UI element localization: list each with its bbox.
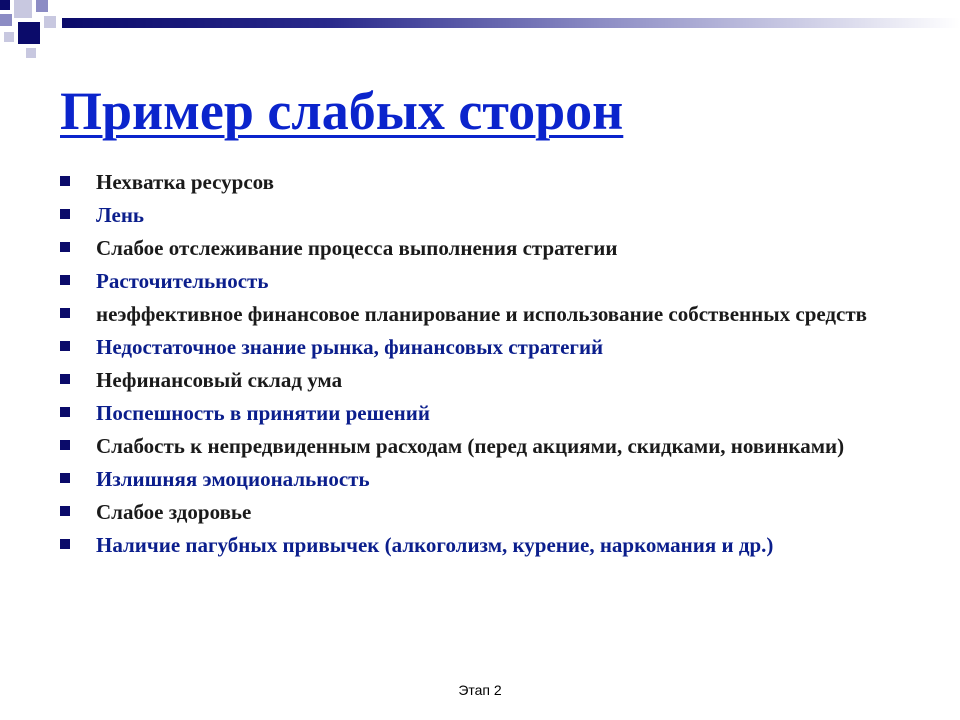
square-bullet-icon <box>60 473 70 483</box>
square-bullet-icon <box>60 506 70 516</box>
list-item-text: Лень <box>96 203 145 227</box>
list-item <box>58 498 918 526</box>
list-item <box>58 432 918 460</box>
corner-squares-decoration <box>0 0 80 60</box>
square-bullet-icon <box>60 341 70 351</box>
list-item <box>58 168 918 196</box>
square-bullet-icon <box>60 308 70 318</box>
list-item-text: Поспешность в принятии решений <box>96 401 430 425</box>
list-item-text: Слабое здоровье <box>96 500 252 524</box>
square-bullet-icon <box>60 242 70 252</box>
list-item <box>58 234 918 262</box>
slide-title: Пример слабых сторон <box>60 81 624 141</box>
square-bullet-icon <box>60 209 70 219</box>
list-item <box>58 201 918 229</box>
square-bullet-icon <box>60 374 70 384</box>
list-item-text: Наличие пагубных привычек (алкоголизм, курение, наркомания и др.) <box>96 533 774 557</box>
list-item <box>58 333 918 361</box>
square-bullet-icon <box>60 176 70 186</box>
list-item-text: неэффективное финансовое планирование и использование собственных средств <box>96 302 868 326</box>
list-item <box>58 366 918 394</box>
list-item <box>58 399 918 427</box>
square-bullet-icon <box>60 440 70 450</box>
list-item-text: Недостаточное знание рынка, финансовых стратегий <box>96 335 604 359</box>
list-item-text: Нехватка ресурсов <box>96 170 274 194</box>
square-bullet-icon <box>60 407 70 417</box>
square-bullet-icon <box>60 275 70 285</box>
list-item-text: Нефинансовый склад ума <box>96 368 343 392</box>
list-item <box>58 300 918 328</box>
bullet-list <box>58 168 918 564</box>
list-item <box>58 465 918 493</box>
square-bullet-icon <box>60 539 70 549</box>
list-item <box>58 267 918 295</box>
list-item-text: Слабое отслеживание процесса выполнения стратегии <box>96 236 618 260</box>
list-item-text: Излишняя эмоциональность <box>96 467 370 491</box>
list-item-text: Расточительность <box>96 269 269 293</box>
slide-footer: Этап 2 <box>458 682 502 698</box>
list-item-text: Слабость к непредвиденным расходам (перед акциями, скидками, новинками) <box>96 434 845 458</box>
top-gradient-bar <box>62 18 960 28</box>
list-item <box>58 531 918 559</box>
